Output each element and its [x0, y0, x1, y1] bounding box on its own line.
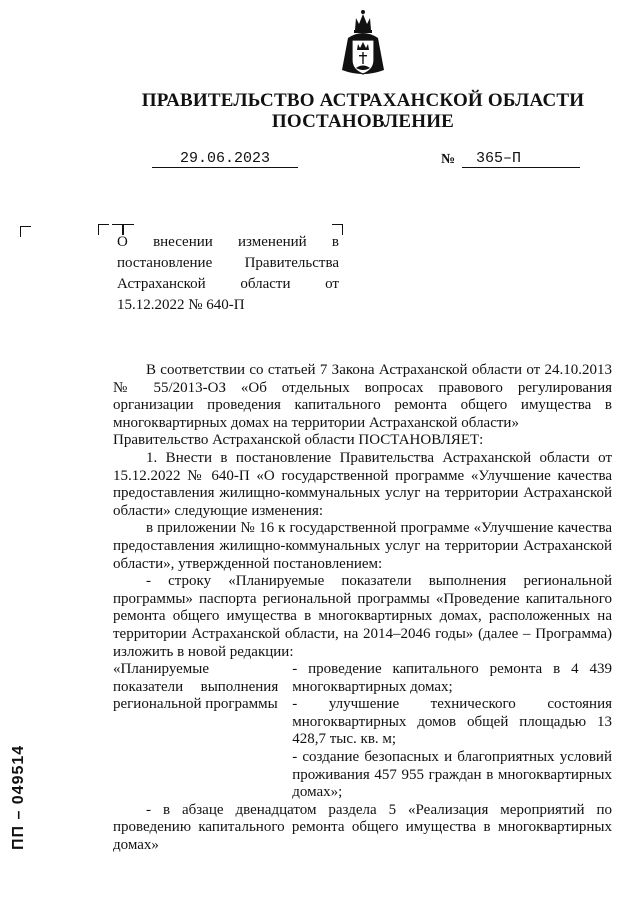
- paragraph-item-1: 1. Внести в постановление Правительства Астраханской области от 15.12.2022 № 640-П «О государственной программе «Улучшение качества предоставления жилищно-коммунальных услуг на территории Астраханской области» следующие изменения:: [113, 449, 612, 519]
- document-date: 29.06.2023: [152, 150, 298, 168]
- document-type-title: ПОСТАНОВЛЕНИЕ: [271, 111, 455, 132]
- document-number: 365–П: [462, 150, 580, 168]
- organization-title: ПРАВИТЕЛЬСТВО АСТРАХАНСКОЙ ОБЛАСТИ: [141, 90, 585, 111]
- corner-mark-subject-left: [98, 224, 109, 235]
- paragraph-legal-basis: В соответствии со статьей 7 Закона Астраханской области от 24.10.2013 № 55/2013-ОЗ «Об отдельных вопросах правового регулирования организации проведения капитального ремонта общего имущества в многоквартирных домах на территории Астраханской области»: [113, 362, 612, 431]
- serial-number: ПП – 049514: [10, 744, 27, 850]
- indicators-list: [292, 661, 612, 802]
- document-subject: О внесении изменений в постановление Правительства Астраханской области от 15.12.2022 № 640-П: [117, 234, 339, 313]
- number-label: №: [441, 152, 456, 167]
- indicator-item: - создание безопасных и благоприятных условий проживания 457 955 граждан в многоквартирных домах»;: [292, 749, 612, 801]
- indicator-item: - проведение капитального ремонта в 4 439 многоквартирных домах;: [292, 661, 612, 695]
- paragraph-row-change: - строку «Планируемые показатели выполнения региональной программы» паспорта региональной программы «Проведение капитального ремонта общего имущества в многоквартирных домах, расположенных на территории Астраханской области, на 2014–2046 годы» (далее – Программа) изложить в новой редакции:: [113, 573, 612, 660]
- paragraph-resolves: Правительство Астраханской области ПОСТАНОВЛЯЕТ:: [113, 432, 484, 449]
- indicator-item: - улучшение технического состояния многоквартирных домов общей площадью 13 428,7 тыс. кв. м;: [292, 696, 612, 748]
- paragraph-section-5: - в абзаце двенадцатом раздела 5 «Реализация мероприятий по проведению капитального ремонта общего имущества в многоквартирных домах»: [113, 801, 612, 854]
- coat-of-arms-emblem: [338, 8, 388, 82]
- document-body: [113, 362, 612, 855]
- indicators-row-label: «Планируемые показатели выполнения региональной программы: [113, 661, 279, 713]
- paragraph-appendix-16: в приложении № 16 к государственной программе «Улучшение качества предоставления жилищно-коммунальных услуг на территории Астраханской области», утвержденной постановлением:: [113, 520, 612, 572]
- indicators-table: [113, 661, 612, 802]
- corner-mark-left: [20, 226, 31, 237]
